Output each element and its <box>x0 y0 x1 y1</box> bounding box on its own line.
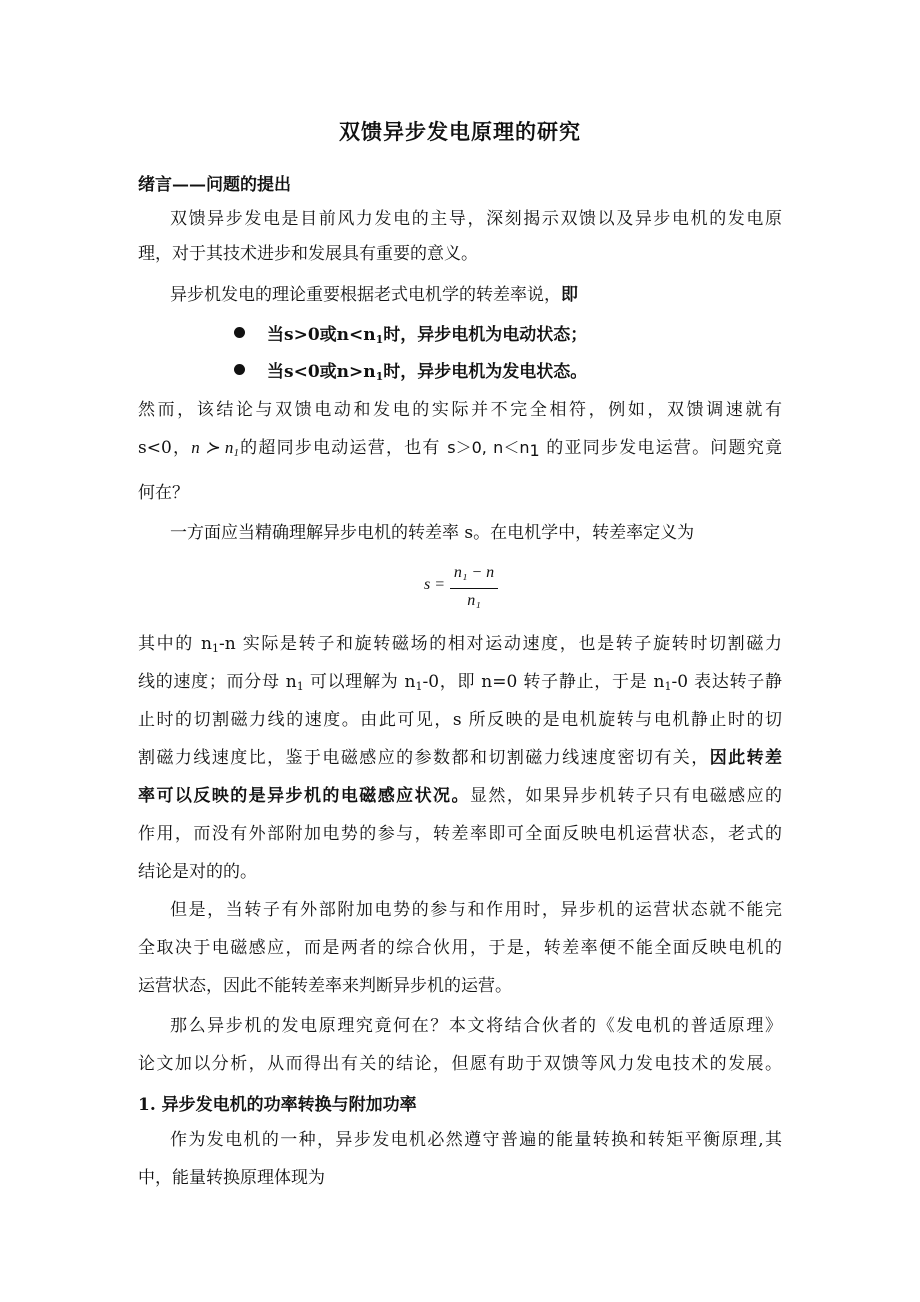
paragraph-5-line-5: 率可以反映的是异步机的电磁感应状况。显然，如果异步机转子只有电磁感应的 <box>138 786 783 806</box>
paragraph-5-line-7: 结论是对的的。 <box>138 862 257 882</box>
paragraph-5-line-4: 割磁力线速度比，鉴于电磁感应的参数都和切割磁力线速度密切有关，因此转差 <box>138 748 783 768</box>
formula-denominator: n₁ <box>467 592 481 609</box>
paragraph-8-line-1: 作为发电机的一种，异步发电机必然遵守普遍的能量转换和转矩平衡原理,其 <box>170 1130 782 1150</box>
bullet-item-1: 当s>0或$n<n_1$时，异步电机为电动状态； <box>234 320 587 345</box>
paragraph-5-line-1: 其中的 $n_1-n$ 实际是转子和旋转磁场的相对运动速度，也是转子旋转时切割磁力 <box>138 634 782 655</box>
slip-formula <box>418 560 538 620</box>
paragraph-8-line-2: 中，能量转换原理体现为 <box>138 1168 325 1188</box>
paragraph-6-line-2: 全取决于电磁感应，而是两者的综合伙用，于是，转差率便不能全面反映电机的 <box>138 938 782 958</box>
bullet-dot-icon <box>234 327 245 338</box>
paragraph-3-line-2: s<0，n ≻ $n_1$的超同步电动运营，也有 s＞0, $n<n_1$ 的亚同步发电运营。问题究竟 <box>138 438 782 460</box>
fraction-bar <box>450 588 498 589</box>
bullet-item-2: 当s<0或$n>n_1$时，异步电机为发电状态。 <box>234 357 587 382</box>
formula-numerator: n₁ − n <box>453 564 495 581</box>
paragraph-5-line-6: 作用，而没有外部附加电势的参与，转差率即可全面反映电机运营状态，老式的 <box>138 824 782 844</box>
section-1-heading: 1. 异步发电机的功率转换与附加功率 <box>138 1095 417 1115</box>
paragraph-1-line-1: 双馈异步发电是目前风力发电的主导，深刻揭示双馈以及异步电机的发电原 <box>170 209 782 229</box>
page-title: 双馈异步发电原理的研究 <box>339 119 581 144</box>
bullet-dot-icon <box>234 364 245 375</box>
intro-heading: 绪言——问题的提出 <box>138 175 291 195</box>
paragraph-1-line-2: 理，对于其技术进步和发展具有重要的意义。 <box>138 244 478 264</box>
paragraph-3-line-3: 何在？ <box>138 483 189 503</box>
paragraph-4: 一方面应当精确理解异步电机的转差率 s。在电机学中，转差率定义为 <box>170 523 695 543</box>
paragraph-6-line-1: 但是，当转子有外部附加电势的参与和作用时，异步机的运营状态就不能完 <box>170 900 782 920</box>
paragraph-3-line-1: 然而，该结论与双馈电动和发电的实际并不完全相符，例如，双馈调速就有 <box>138 400 782 420</box>
formula-lhs: s = <box>424 576 446 593</box>
paragraph-5-line-2: 线的速度；而分母 $n_1$ 可以理解为 $n_1-0$，即 n=0 转子静止，于是 $n_1-0$ 表达转子静 <box>138 672 783 693</box>
paragraph-6-line-3: 运营状态，因此不能转差率来判断异步机的运营。 <box>138 976 512 996</box>
paragraph-2-bold: 即 <box>561 285 578 305</box>
paragraph-7-line-2: 论文加以分析，从而得出有关的结论，但愿有助于双馈等风力发电技术的发展。 <box>138 1054 782 1074</box>
paragraph-7-line-1: 那么异步机的发电原理究竟何在？本文将结合伙者的《发电机的普适原理》 <box>170 1016 782 1036</box>
paragraph-5-line-3: 止时的切割磁力线的速度。由此可见，s 所反映的是电机旋转与电机静止时的切 <box>138 710 782 730</box>
paragraph-2: 异步机发电的理论重要根据老式电机学的转差率说，即 <box>170 285 578 305</box>
